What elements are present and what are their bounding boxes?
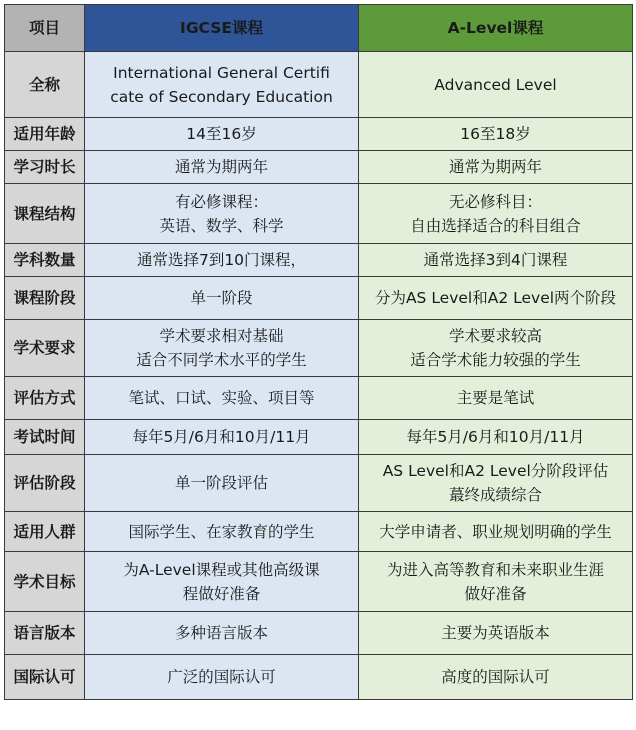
alevel-cell — [359, 612, 633, 655]
alevel-cell — [359, 455, 633, 512]
cell-line: 通常选择3到4门课程 — [423, 251, 568, 269]
table-row — [5, 612, 633, 655]
table-body — [5, 52, 633, 700]
cell-line: 高度的国际认可 — [441, 668, 550, 686]
row-label: 语言版本 — [5, 612, 85, 655]
alevel-cell — [359, 151, 633, 184]
cell-line: 笔试、口试、实验、项目等 — [128, 389, 315, 407]
table-row — [5, 512, 633, 552]
table-row — [5, 455, 633, 512]
alevel-cell — [359, 277, 633, 320]
cell-line: 适合学术能力较强的学生 — [410, 351, 581, 369]
cell-line: Advanced Level — [434, 75, 557, 94]
igcse-cell — [85, 420, 359, 455]
row-label: 课程结构 — [5, 184, 85, 244]
row-label: 评估方式 — [5, 377, 85, 420]
igcse-cell — [85, 118, 359, 151]
header-item: 项目 — [5, 5, 85, 52]
alevel-cell — [359, 118, 633, 151]
table-row — [5, 151, 633, 184]
cell-line: 蕞终成绩综合 — [448, 486, 542, 504]
table-row — [5, 118, 633, 151]
row-label: 学术目标 — [5, 552, 85, 612]
cell-line: 自由选择适合的科目组合 — [410, 216, 581, 235]
alevel-cell — [359, 552, 633, 612]
cell-line: 分为AS Level和A2 Level两个阶段 — [374, 289, 617, 307]
alevel-cell — [359, 320, 633, 377]
cell-line: 单一阶段评估 — [174, 474, 268, 492]
cell-line: 有必修课程： — [174, 192, 268, 211]
table-row — [5, 52, 633, 118]
cell-line: 做好准备 — [464, 584, 527, 603]
table-row — [5, 655, 633, 700]
cell-line: 每年5月/6月和10月/11月 — [406, 428, 585, 446]
igcse-cell — [85, 655, 359, 700]
igcse-cell — [85, 552, 359, 612]
cell-line: AS Level和A2 Level分阶段评估 — [382, 462, 609, 480]
alevel-cell — [359, 244, 633, 277]
row-label: 全称 — [5, 52, 85, 118]
table-row — [5, 377, 633, 420]
row-label: 考试时间 — [5, 420, 85, 455]
cell-line: 多种语言版本 — [174, 624, 268, 642]
cell-line: 英语、数学、科学 — [159, 216, 284, 235]
igcse-cell — [85, 184, 359, 244]
alevel-cell — [359, 420, 633, 455]
table-row — [5, 244, 633, 277]
cell-line: 通常选择7到10门课程， — [136, 251, 307, 269]
cell-line: 单一阶段 — [190, 289, 253, 307]
row-label: 适用人群 — [5, 512, 85, 552]
cell-line: cate of Secondary Education — [110, 87, 333, 106]
cell-line: 为A-Level课程或其他高级课 — [123, 560, 320, 579]
row-label: 适用年龄 — [5, 118, 85, 151]
cell-line: 主要是笔试 — [456, 389, 535, 407]
cell-line: 通常为期两年 — [448, 158, 542, 176]
header-igcse: IGCSE课程 — [85, 5, 359, 52]
igcse-cell — [85, 244, 359, 277]
alevel-cell — [359, 52, 633, 118]
cell-line: 每年5月/6月和10月/11月 — [132, 428, 311, 446]
cell-line: 广泛的国际认可 — [167, 668, 276, 686]
row-label: 学习时长 — [5, 151, 85, 184]
cell-line: 14至16岁 — [186, 125, 257, 143]
igcse-cell — [85, 52, 359, 118]
cell-line: 大学申请者、职业规划明确的学生 — [379, 522, 612, 541]
igcse-cell — [85, 612, 359, 655]
cell-line: International General Certifi — [113, 63, 330, 82]
cell-line: 通常为期两年 — [174, 158, 268, 176]
cell-line: 学术要求相对基础 — [159, 327, 284, 345]
table-row — [5, 277, 633, 320]
alevel-cell — [359, 377, 633, 420]
igcse-cell — [85, 320, 359, 377]
table-row — [5, 184, 633, 244]
cell-line: 学术要求较高 — [448, 327, 542, 345]
igcse-cell — [85, 455, 359, 512]
table-row — [5, 420, 633, 455]
cell-line: 16至18岁 — [460, 125, 531, 143]
cell-line: 国际学生、在家教育的学生 — [128, 522, 315, 541]
cell-line: 为进入高等教育和未来职业生涯 — [386, 560, 604, 579]
cell-line: 主要为英语版本 — [441, 624, 550, 642]
cell-line: 程做好准备 — [182, 584, 261, 603]
alevel-cell — [359, 655, 633, 700]
row-label: 课程阶段 — [5, 277, 85, 320]
igcse-cell — [85, 151, 359, 184]
alevel-cell — [359, 184, 633, 244]
row-label: 学术要求 — [5, 320, 85, 377]
cell-line: 适合不同学术水平的学生 — [136, 351, 307, 369]
header-alevel: A-Level课程 — [359, 5, 633, 52]
row-label: 学科数量 — [5, 244, 85, 277]
table-row — [5, 552, 633, 612]
igcse-cell — [85, 277, 359, 320]
alevel-cell — [359, 512, 633, 552]
cell-line: 无必修科目： — [448, 192, 542, 211]
igcse-cell — [85, 377, 359, 420]
comparison-table — [4, 4, 633, 700]
table-row — [5, 320, 633, 377]
row-label: 国际认可 — [5, 655, 85, 700]
header-row — [5, 5, 633, 52]
igcse-cell — [85, 512, 359, 552]
row-label: 评估阶段 — [5, 455, 85, 512]
